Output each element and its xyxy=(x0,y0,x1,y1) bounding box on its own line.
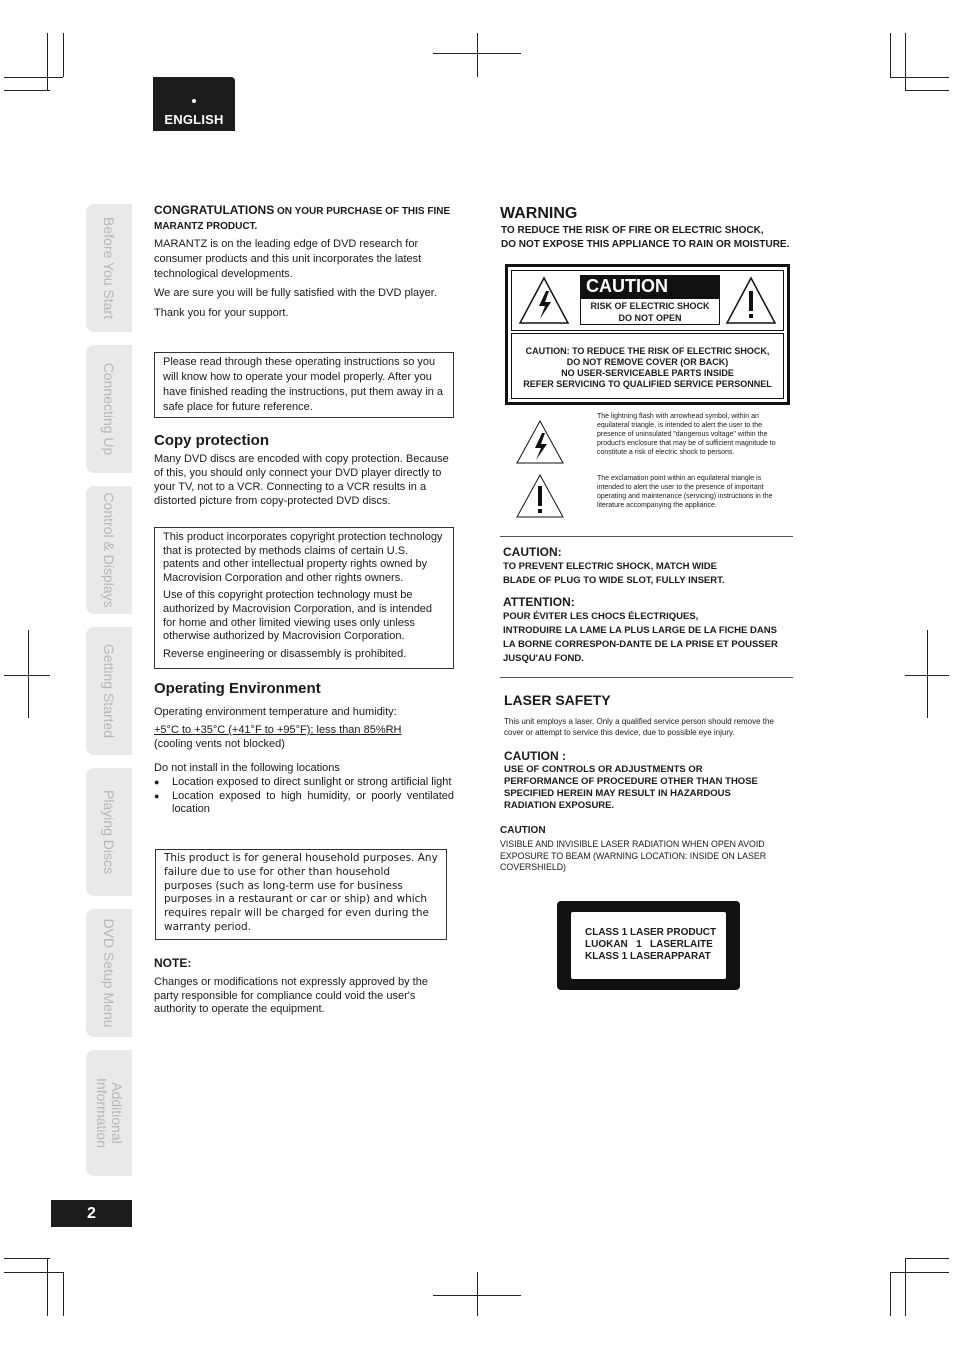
copy-protection-text: Many DVD discs are encoded with copy protection. Because of this, you should only connect your DVD player directly to your TV, not to a VCR. Connecting to a VCR results in a distorted picture from copy-protected DVD discs. xyxy=(154,453,449,507)
side-tab-playing-discs[interactable] xyxy=(86,768,132,896)
caution-plug-line: BLADE OF PLUG TO WIDE SLOT, FULLY INSERT. xyxy=(503,575,725,586)
caution-subtitle xyxy=(580,298,720,325)
side-tab-label: Getting Started xyxy=(101,643,117,739)
operating-environment-block xyxy=(154,705,454,817)
caution-laser-text: USE OF CONTROLS OR ADJUSTMENTS OR PERFORMANCE OF PROCEDURE OTHER THAN THOSE SPECIFIED HEREIN MAY RESULT IN HAZARDOUS RADIATION EXPOSURE. xyxy=(504,764,758,811)
laser-safety-heading: LASER SAFETY xyxy=(504,692,611,708)
attention-line: POUR ÉVITER LES CHOCS ÉLECTRIQUES, xyxy=(503,611,699,622)
lightning-triangle-icon xyxy=(515,419,565,465)
macrovision-paragraph: This product incorporates copyright protection technology that is protected by methods claims of certain U.S. patents and other intellectual property rights owned by Macrovision Corporation and other rights owners. xyxy=(163,531,443,584)
caution-message xyxy=(512,346,783,390)
attention-heading: ATTENTION: xyxy=(503,595,575,609)
copy-protection-heading: Copy protection xyxy=(154,432,269,449)
attention-text xyxy=(503,610,778,666)
caution-subtitle-line: RISK OF ELECTRIC SHOCK xyxy=(590,301,710,311)
warning-text xyxy=(501,224,789,252)
language-label: ENGLISH xyxy=(164,112,224,127)
divider xyxy=(500,677,793,678)
macrovision-paragraph: Use of this copyright protection technology must be authorized by Macrovision Corporation, and is intended for home and other limited viewing uses only unless otherwise authorized by Macrovision Corporation. xyxy=(163,589,433,643)
lightning-explanation: The lightning flash with arrowhead symbol, within an equilateral triangle, is intended to alert the user to the presence of uninsulated "dangerous voltage" within the product's enclosure that may be of sufficient magnitude to constitute a risk of electric shock to persons. xyxy=(597,413,776,456)
side-tab-label: DVD Setup Menu xyxy=(101,918,117,1028)
household-box xyxy=(155,849,447,940)
class-label-line: CLASS 1 LASER PRODUCT xyxy=(585,927,717,938)
side-tab-label: Playing Discs xyxy=(101,789,117,875)
class-1-laser-label xyxy=(557,901,740,990)
note-heading: NOTE: xyxy=(154,956,192,970)
read-instructions-text: Please read through these operating instructions so you will know how to operate your model properly. After you have finished reading the instructions, put them away in a safe place for future reference. xyxy=(163,356,444,413)
caution-radiation-text: VISIBLE AND INVISIBLE LASER RADIATION WHEN OPEN AVOID EXPOSURE TO BEAM (WARNING LOCATION: INSIDE ON LASER COVERSHIELD) xyxy=(500,839,767,872)
attention-line: JUSQU'AU FOND. xyxy=(503,653,584,664)
caution-plug-heading: CAUTION: xyxy=(503,545,562,559)
caution-message-line: CAUTION: TO REDUCE THE RISK OF ELECTRIC SHOCK, xyxy=(525,346,770,356)
side-tab-label: Before You Start xyxy=(101,217,117,319)
attention-line: LA BORNE CORRESPON-DANTE DE LA PRISE ET POUSSER xyxy=(503,639,778,650)
congratulations-lead: CONGRATULATIONS xyxy=(154,203,275,217)
congratulations-rest: ON YOUR PURCHASE OF THIS FINE MARANTZ PRODUCT. xyxy=(154,206,451,232)
side-tab-label: Connecting Up xyxy=(101,362,117,456)
caution-label-top xyxy=(511,270,784,331)
side-tab-dvd-setup-menu[interactable] xyxy=(86,909,132,1037)
note-text: Changes or modifications not expressly approved by the party responsible for compliance could void the user's authority to operate the equipment. xyxy=(154,976,428,1015)
side-tab-getting-started[interactable] xyxy=(86,627,132,755)
divider xyxy=(500,536,793,537)
exclamation-explanation: The exclamation point within an equilateral triangle is intended to alert the user to the presence of important operating and maintenance (servicing) instructions in the literature accompanying the appliance. xyxy=(597,475,773,509)
intro-paragraph: We are sure you will be fully satisfied with the DVD player. xyxy=(154,287,437,299)
caution-label xyxy=(505,264,790,405)
caution-radiation-heading: CAUTION xyxy=(500,825,546,836)
congratulations-block xyxy=(154,203,454,321)
caution-title: CAUTION xyxy=(580,275,720,298)
caution-label-bottom xyxy=(511,333,784,399)
environment-range: +5°C to +35°C (+41°F to +95°F); less than 85%RH xyxy=(154,724,402,736)
congratulations-heading xyxy=(154,203,454,234)
caution-plug-text xyxy=(503,560,725,588)
macrovision-box xyxy=(154,527,454,669)
language-dot xyxy=(192,99,196,103)
class-1-laser-label-inner xyxy=(571,912,726,979)
environment-bullet: ● Location exposed to direct sunlight or strong artificial light xyxy=(154,776,454,790)
side-tab-before-you-start[interactable] xyxy=(86,204,132,332)
environment-donot: Do not install in the following locations xyxy=(154,762,340,774)
class-label-line: KLASS 1 LASERAPPARAT xyxy=(585,951,711,962)
attention-line: INTRODUIRE LA LAME LA PLUS LARGE DE LA FICHE DANS xyxy=(503,625,777,636)
macrovision-paragraph: Reverse engineering or disassembly is prohibited. xyxy=(163,647,407,660)
side-tab-control-displays[interactable] xyxy=(86,486,132,614)
household-text: This product is for general household purposes. Any failure due to use for other than household purposes (such as long-term use for business purposes in a restaurant or car or ship) and which requires repair will be charged for even during the warranty period. xyxy=(164,852,438,933)
side-tab-additional-information[interactable] xyxy=(86,1050,132,1176)
intro-paragraph: Thank you for your support. xyxy=(154,307,289,319)
environment-bullet: ● Location exposed to high humidity, or poorly ventilated location xyxy=(154,790,454,817)
warning-heading: WARNING xyxy=(500,205,578,222)
warning-line: TO REDUCE THE RISK OF FIRE OR ELECTRIC SHOCK, xyxy=(501,225,764,236)
environment-vents: (cooling vents not blocked) xyxy=(154,738,285,750)
environment-intro: Operating environment temperature and humidity: xyxy=(154,706,397,718)
side-tab-label: Control & Displays xyxy=(101,492,117,608)
side-tab-label: Additional Information xyxy=(94,1077,125,1149)
read-instructions-box xyxy=(154,352,454,418)
caution-message-line: NO USER-SERVICEABLE PARTS INSIDE xyxy=(561,368,734,378)
operating-environment-heading: Operating Environment xyxy=(154,680,321,697)
warning-line: DO NOT EXPOSE THIS APPLIANCE TO RAIN OR MOISTURE. xyxy=(501,239,790,250)
language-tab xyxy=(153,77,235,131)
caution-message-line: REFER SERVICING TO QUALIFIED SERVICE PERSONNEL xyxy=(523,379,772,389)
caution-message-line: DO NOT REMOVE COVER (OR BACK) xyxy=(566,357,729,367)
exclamation-triangle-icon xyxy=(725,275,777,325)
laser-safety-text: This unit employs a laser. Only a qualified service person should remove the cover or attempt to service this device, due to possible eye injury. xyxy=(504,717,774,737)
intro-paragraph: MARANTZ is on the leading edge of DVD research for consumer products and this unit incorporates the latest technological developments. xyxy=(154,238,422,280)
caution-laser-heading: CAUTION : xyxy=(504,749,566,763)
caution-plug-line: TO PREVENT ELECTRIC SHOCK, MATCH WIDE xyxy=(503,561,717,572)
page-number: 2 xyxy=(51,1200,132,1227)
exclamation-triangle-icon xyxy=(515,473,565,519)
side-tab-connecting-up[interactable] xyxy=(86,345,132,473)
lightning-triangle-icon xyxy=(518,275,570,325)
class-label-line: LUOKAN 1 LASERLAITE xyxy=(585,939,713,950)
caution-subtitle-line: DO NOT OPEN xyxy=(618,313,682,323)
